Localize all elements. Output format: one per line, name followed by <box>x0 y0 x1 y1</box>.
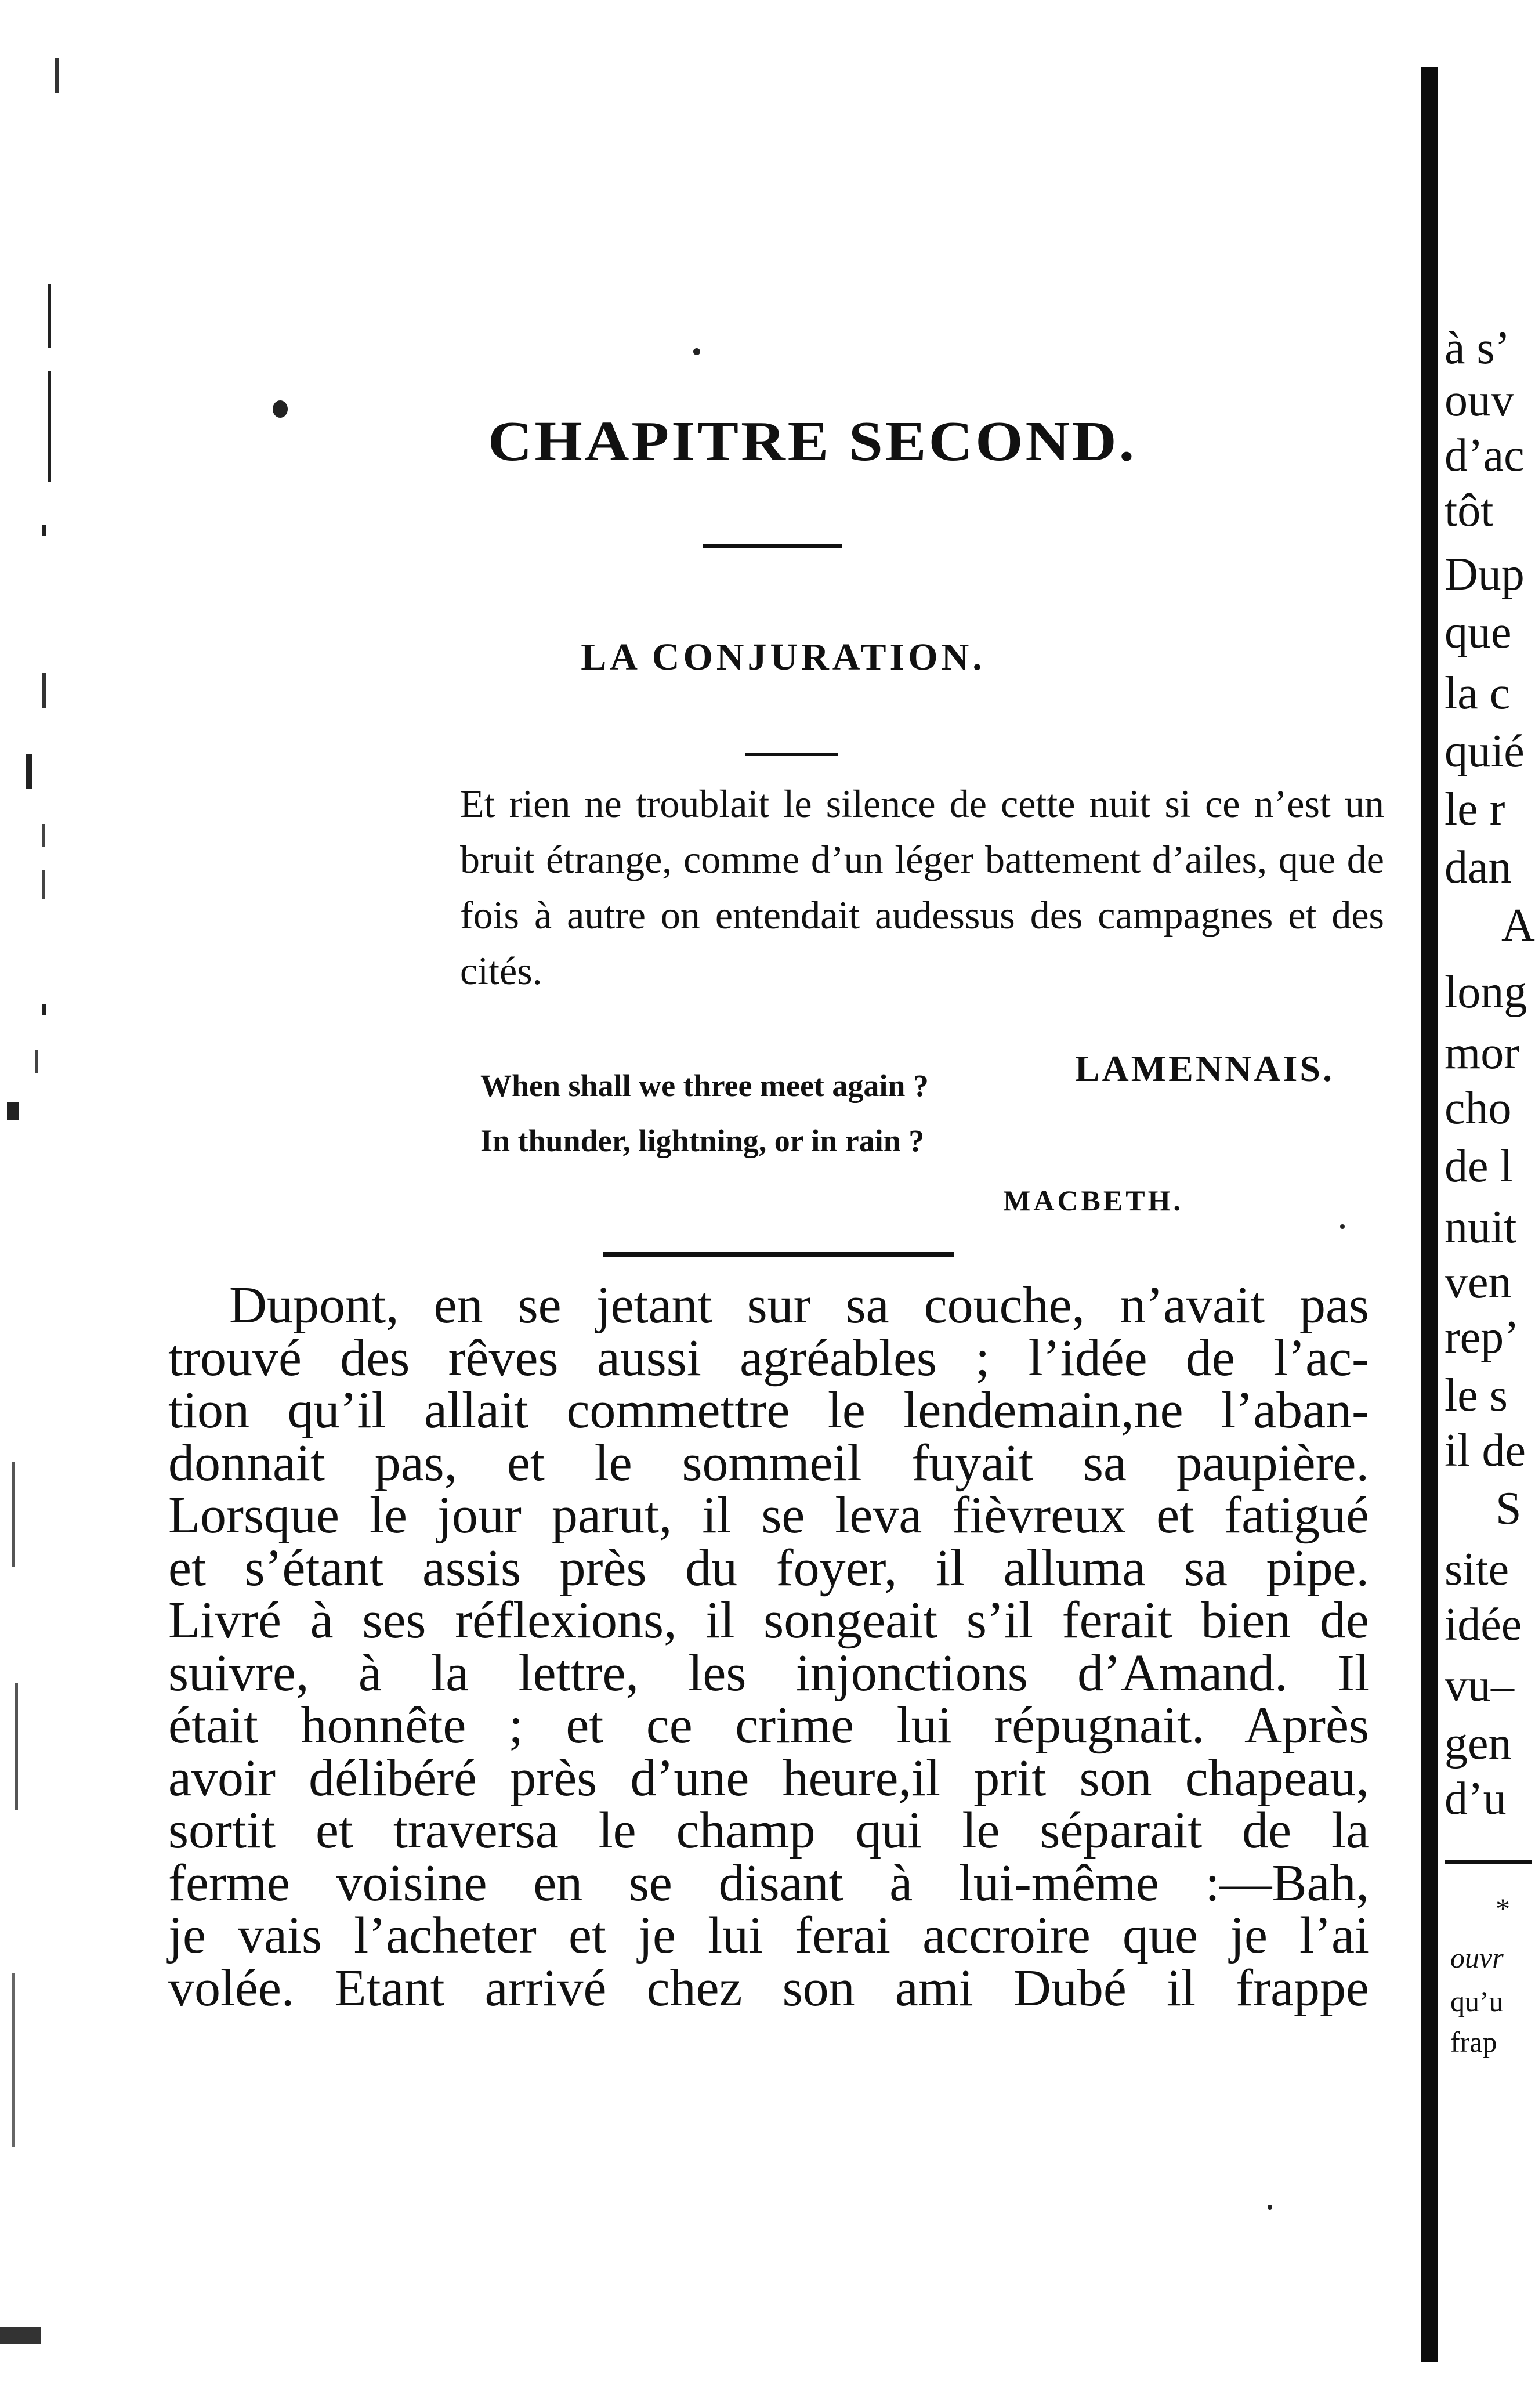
body-line: était honnête ; et ce crime lui répugnait. Après <box>168 1697 1369 1754</box>
verse-line-1: When shall we three meet again ? <box>480 1068 929 1103</box>
ink-speck <box>1268 2205 1272 2210</box>
body-line: Lorsque le jour parut, il se leva fièvreux et fatigué <box>168 1487 1369 1544</box>
body-paragraph <box>168 1279 1369 2015</box>
body-line: Dupont, en se jetant sur sa couche, n’avait pas <box>229 1277 1369 1334</box>
body-line: trouvé des rêves aussi agréables ; l’idée de l’ac- <box>168 1329 1369 1387</box>
facing-line: tôt <box>1445 485 1494 536</box>
verse-line-2: In thunder, lightning, or in rain ? <box>480 1123 925 1158</box>
facing-line: vu– <box>1445 1660 1514 1711</box>
epigraph-rule <box>603 1252 954 1257</box>
facing-line: la c <box>1445 668 1511 719</box>
facing-line: idée <box>1445 1599 1522 1650</box>
facing-line: ven <box>1445 1257 1512 1308</box>
body-line: avoir délibéré près d’une heure,il prit son chapeau, <box>168 1749 1369 1807</box>
section-title: LA CONJURATION. <box>581 636 986 678</box>
facing-footnote-marker: * <box>1496 1892 1510 1925</box>
facing-line: S <box>1496 1483 1522 1534</box>
ink-speck <box>273 400 288 418</box>
verse-author: MACBETH. <box>1003 1184 1183 1217</box>
facing-line: de l <box>1445 1141 1513 1192</box>
facing-line: cho <box>1445 1083 1512 1134</box>
facing-line: il de <box>1445 1425 1526 1476</box>
body-line: Livré à ses réflexions, il songeait s’il ferait bien de <box>168 1592 1369 1649</box>
section-rule <box>745 753 838 756</box>
epigraph-text: Et rien ne troublait le silence de cette nuit si ce n’est un bruit étrange, comme d’un léger battement d’ailes, que de fois à autre on entendait audessus des campagnes et des cités. <box>460 782 1384 993</box>
facing-line: d’u <box>1445 1773 1507 1824</box>
body-line: tion qu’il allait commettre le lendemain,ne l’aban- <box>168 1382 1369 1439</box>
facing-footnote-rule <box>1445 1860 1532 1864</box>
facing-line: ouv <box>1445 375 1514 426</box>
facing-line: nuit <box>1445 1202 1517 1253</box>
body-line: ferme voisine en se disant à lui-même :—Bah, <box>168 1854 1369 1912</box>
facing-line: site <box>1445 1544 1509 1595</box>
body-text <box>168 1279 1369 2015</box>
facing-line: que <box>1445 607 1512 658</box>
facing-footnote-line: frap <box>1450 2026 1497 2058</box>
title-rule <box>703 544 842 548</box>
ink-speck <box>1340 1224 1345 1229</box>
body-line: sortit et traversa le champ qui le séparait de la <box>168 1802 1369 1859</box>
facing-line: quié <box>1445 726 1525 777</box>
facing-footnote-line: qu’u <box>1450 1985 1504 2017</box>
ink-speck <box>693 348 700 355</box>
facing-line: A <box>1501 900 1535 951</box>
body-line: donnait pas, et le sommeil fuyait sa paupière. <box>168 1434 1369 1492</box>
facing-line: Dup <box>1445 549 1525 600</box>
facing-line: long <box>1445 967 1527 1018</box>
scan-margin-artifacts <box>0 0 70 2408</box>
book-spine-shadow <box>1421 67 1438 2362</box>
body-line: suivre, à la lettre, les injonctions d’Amand. Il <box>168 1644 1369 1702</box>
body-line: je vais l’acheter et je lui ferai accroire que je l’ai <box>168 1907 1369 1964</box>
facing-line: gen <box>1445 1718 1512 1769</box>
facing-line: le s <box>1445 1370 1508 1421</box>
chapter-title: CHAPITRE SECOND. <box>487 410 1137 473</box>
facing-line: rep’ <box>1445 1312 1519 1363</box>
facing-page-fragment <box>1438 0 1535 2408</box>
epigraph-author: LAMENNAIS. <box>1074 1048 1334 1089</box>
facing-line: à s’ <box>1445 323 1511 374</box>
facing-line: le r <box>1445 784 1505 835</box>
body-line: volée. Etant arrivé chez son ami Dubé il frappe <box>168 1959 1369 2017</box>
facing-footnote-line: ouvr <box>1450 1941 1504 1974</box>
facing-line: mor <box>1445 1028 1519 1079</box>
body-line: et s’étant assis près du foyer, il alluma sa pipe. <box>168 1539 1369 1597</box>
facing-line: d’ac <box>1445 430 1525 481</box>
facing-line: dan <box>1445 842 1512 893</box>
epigraph-prose <box>460 776 1384 999</box>
